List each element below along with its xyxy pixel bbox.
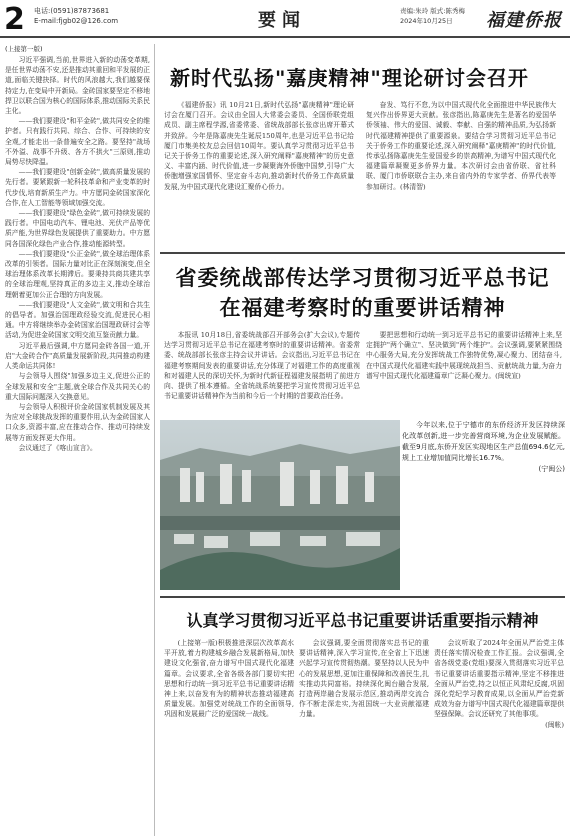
masthead	[0, 0, 570, 38]
article-body-col2: 会议强调,要全面贯彻落实总书记的重要讲话精神,深入学习宣传,在全省上下迅速兴起学习宣传贯彻热潮。要坚持以人民为中心的发展思想,更加注重保障和改善民生,扎实推动共同富裕。持续深化闽台融合发展,打造两岸融合发展示范区,推动两岸交流合作不断走深走实,为祖国统一大业贡献福建力量。	[299, 639, 429, 719]
left-column-paragraph: ——我们要建设"创新金砖",做高质量发展的先行者。要紧跟新一轮科技革命和产业变革的时代步伐,培育新质生产力。中方愿同金砖国家深化合作,在人工智能等领域加强交流。	[5, 168, 150, 207]
article-united-front	[160, 256, 565, 416]
continued-label: (上接第一版)	[5, 45, 43, 53]
phone: 电话:(0591)87873681	[34, 7, 110, 15]
article-headline: 认真学习贯彻习近平总书记重要讲话重要指示精神	[186, 611, 539, 630]
email: E-mail:fjgb02@126.com	[34, 17, 119, 25]
section-title: 要闻	[258, 10, 306, 31]
article-theory-seminar	[160, 44, 565, 254]
left-column-paragraph: 与会领导人围绕"加强多边主义,促进公正的全球发展和安全"主题,就全球合作及共同关心的重大国际问题深入交换意见。	[5, 372, 150, 401]
city-aerial-photo	[160, 420, 400, 590]
left-column-article	[5, 44, 155, 836]
newspaper-logo: 福建侨报	[486, 10, 562, 31]
left-column-paragraph: ——我们要建设"和平金砖",做共同安全的维护者。只有践行共同、综合、合作、可持续的安全观,才能走出一条普遍安全之路。要坚持"战场不外溢、战事不升级、各方不拱火"三原则,推动局势尽快降温。	[5, 117, 150, 167]
photo-caption	[402, 420, 565, 475]
contact-info	[34, 6, 118, 26]
article-body-col1: 《福建侨报》讯 10月21日,新时代弘扬"嘉庚精神"理论研讨会在厦门召开。会议由全国人大常委会委员、全国侨联党组成员、副主席程学源,省委常委、省统战部部长张彦出席开幕式并致辞。今年是陈嘉庚先生诞辰150周年,也是习近平总书记给厦门市集美校友总会回信10周年。要认真学习贯彻习近平总书记关于侨务工作的重要论述,深入研究阐释"嘉庚精神"的历史意义、丰富内涵、时代价值,进一步凝聚海外侨胞中国梦,引导广大侨胞增强家国情怀、坚定奋斗志向,推动新时代侨务工作高质量发展,为中国式现代化建设汇聚侨心侨力。	[164, 101, 354, 191]
article-body-col3: 会议听取了2024年全面从严治党主体责任落实情况检查工作汇报。会议强调,全省各级党委(党组)要深入贯彻落实习近平总书记重要讲话重要指示精神,坚定不移推进全面从严治党,持之以恒正风肃纪反腐,巩固深化党纪学习教育成果,以全面从严治党新成效为奋力谱写中国式现代化福建篇章提供坚强保障。会议还研究了其他事项。	[434, 639, 564, 719]
caption-text: 今年以来,位于宁德市的东侨经济开发区持续深化改革创新,进一步完善营商环境,为企业发展赋能。截至9月底,东侨开发区实现地区生产总值694.6亿元,规上工业增加值同比增长16.7%。	[402, 421, 565, 462]
news-photo	[160, 420, 400, 590]
article-headline-line1: 省委统战部传达学习贯彻习近平总书记	[175, 265, 550, 290]
editor: 责编:朱玲 版式:陈秀梅	[400, 7, 465, 15]
article-headline-line2: 在福建考察时的重要讲话精神	[219, 295, 506, 320]
page-number: 2	[4, 2, 25, 37]
article-study-speech	[160, 596, 565, 836]
issue-date: 2024年10月25日	[400, 17, 453, 25]
left-column-paragraph: 习近平最后强调,中方愿同金砖各国一道,开启"大金砖合作"高质量发展新阶段,共同推动构建人类命运共同体!	[5, 341, 150, 371]
left-column-paragraph: 习近平强调,当前,世界进入新的动荡变革期,是任世界动荡不安,还是推动其重回和平发展的正道,面临关键抉择。时代的风浪越大,我们越要保持定力,在变局中开新局。金砖国家要坚定不移地捍卫以联合国为核心的国际体系,推动国际关系民主化。	[5, 56, 150, 116]
article-body-col2: 要把思想和行动统一到习近平总书记的重要讲话精神上来,坚定拥护"两个确立"、坚决做到"两个维护"。会议强调,要紧紧围绕中心服务大局,充分发挥统战工作独特优势,凝心聚力、团结奋斗,在中国式现代化福建实践中展现统战担当、贡献统战力量,为奋力谱写中国式现代化福建篇章广泛凝心聚力。(闽统宣)	[366, 331, 562, 380]
left-column-paragraph: 会议通过了《喀山宣言》。	[18, 443, 97, 452]
editor-info	[400, 6, 465, 26]
left-column-paragraph: 与会领导人积极评价金砖国家机制发展及其为应对全球挑战发挥的重要作用,认为金砖国家人口众多,资源丰富,应在推动合作、推动可持续发展等方面发挥更大作用。	[5, 402, 150, 442]
left-column-paragraph: ——我们要建设"绿色金砖",做可持续发展的践行者。中国电动汽车、锂电池、光伏产品等优质产能,为世界绿色发展提供了重要助力。中方愿同各国深化绿色产业合作,推动能源转型。	[5, 209, 150, 248]
article-body-col2: 奋发、笃行不怠,为以中国式现代化全面推进中华民族伟大复兴作出侨界更大贡献。张彦指出,陈嘉庚先生是著名的爱国华侨领袖、伟大的爱国、诚毅、奉献、自强的精神品质,为弘扬新时代福建精神提供了重要源泉。要结合学习贯彻习近平总书记关于侨务工作的重要论述,深入研究阐释"嘉庚精神"的时代价值,传承弘扬陈嘉庚先生爱国爱乡的崇高精神,为谱写中国式现代化福建篇章凝聚更多侨界力量。本次研讨会由省侨联、省社科联、厦门市侨联联合主办,来自省内外的专家学者、侨界代表等参加研讨。(林清智)	[366, 101, 556, 191]
left-column-paragraph: ——我们要建设"人文金砖",做文明和合共生的倡导者。加强治国理政经验交流,促进民心相通。中方将继续举办金砖国家治国理政研讨会等活动,为促进金砖国家文明交流互鉴贡献力量。	[5, 300, 150, 340]
left-column-body	[5, 55, 150, 453]
article-headline: 新时代弘扬"嘉庚精神"理论研讨会召开	[170, 66, 529, 90]
article-credit: (闽帐)	[545, 720, 564, 729]
article-body-col1: 本报讯 10月18日,省委统战部召开部务会(扩大会议),专题传达学习贯彻习近平总书记在福建考察时的重要讲话精神。省委常委、统战部部长张彦主持会议并讲话。会议指出,习近平总书记在福建考察期间发表的重要讲话,充分体现了对福建工作的高度重视和对福建人民的深切关怀,为新时代新征程福建发展指明了前进方向、提供了根本遵循。全省统战系统要把学习宣传贯彻习近平总书记重要讲话精神作为当前和今后一个时期的首要政治任务。	[164, 331, 360, 401]
article-body-col3-wrap	[434, 638, 564, 834]
left-column-paragraph: ——我们要建设"公正金砖",做全球治理体系改革的引领者。国际力量对比正在深刻演变,但全球治理体系改革长期滞后。要秉持共商共建共享的全球治理观,坚持真正的多边主义,推动全球治理朝着更加公正合理的方向发展。	[5, 249, 150, 299]
article-body-col1: (上接第一版)积极推进深层次改革高水平开放,着力构建城乡融合发展新格局,加快建设文化强省,奋力谱写中国式现代化福建篇章。会议要求,全省各级各部门要切实把思想和行动统一到习近平总书记重要讲话精神上来,以奋发有为的精神状态推动福建高质量发展。加强党对统战工作的全面领导,巩固和发展最广泛的爱国统一战线。	[164, 639, 294, 719]
caption-credit: (宁闽公)	[538, 465, 565, 473]
